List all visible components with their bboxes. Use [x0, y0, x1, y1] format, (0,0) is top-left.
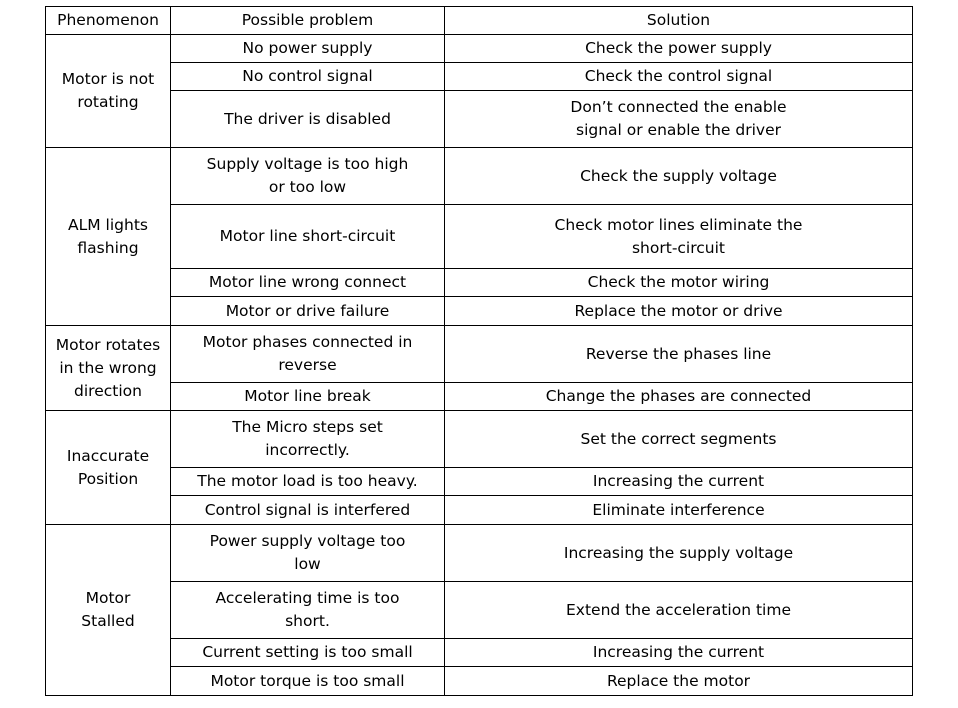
phenomenon-cell-inaccurate-position — [46, 411, 171, 525]
problem-cell — [171, 468, 445, 496]
solution-line: Don’t connected the enable — [570, 98, 787, 116]
problem-line: short. — [285, 612, 330, 630]
phenomenon-cell-motor-stalled — [46, 525, 171, 696]
phenomenon-line: ALM lights — [68, 215, 148, 234]
solution-line: Replace the motor — [606, 671, 751, 690]
solution-cell — [445, 91, 913, 148]
solution-line: Replace the motor or drive — [574, 301, 783, 320]
problem-line: The motor load is too heavy. — [197, 472, 418, 490]
problem-cell — [171, 35, 445, 63]
table-row — [46, 411, 913, 468]
table-row — [46, 383, 913, 411]
solution-line: Check the control signal — [584, 67, 773, 85]
solution-cell — [445, 205, 913, 269]
table-row — [46, 35, 913, 63]
problem-line: Motor line short-circuit — [219, 227, 396, 245]
solution-line: signal or enable the driver — [576, 121, 781, 139]
solution-line: Increasing the current — [592, 472, 765, 490]
troubleshooting-table-body — [46, 7, 913, 696]
solution-cell — [445, 383, 913, 411]
table-row — [46, 468, 913, 496]
solution-line: Check motor lines eliminate the — [554, 215, 803, 234]
problem-line: Current setting is too small — [202, 643, 413, 661]
solution-cell — [445, 468, 913, 496]
solution-cell — [445, 667, 913, 696]
problem-cell — [171, 205, 445, 269]
problem-line: Control signal is interfered — [204, 500, 411, 519]
phenomenon-line: Stalled — [81, 612, 135, 630]
solution-line: Increasing the current — [592, 643, 765, 661]
phenomenon-line: Inaccurate — [66, 446, 150, 465]
problem-cell — [171, 91, 445, 148]
header-possible-problem: Possible problem — [171, 7, 445, 35]
phenomenon-line: flashing — [77, 238, 139, 257]
problem-line: Accelerating time is too — [215, 589, 400, 607]
problem-line: low — [294, 555, 321, 573]
phenomenon-line: Motor is not — [61, 70, 155, 88]
table-row — [46, 496, 913, 525]
table-row — [46, 667, 913, 696]
solution-cell — [445, 411, 913, 468]
phenomenon-line: direction — [74, 381, 142, 400]
solution-line: Eliminate interference — [592, 500, 765, 519]
problem-line: or too low — [268, 178, 347, 196]
solution-cell — [445, 496, 913, 525]
problem-line: No power supply — [242, 39, 373, 57]
problem-line: Motor or drive failure — [225, 301, 390, 320]
phenomenon-line: Motor — [85, 589, 131, 607]
table-row — [46, 63, 913, 91]
problem-cell — [171, 269, 445, 297]
problem-cell — [171, 667, 445, 696]
header-row — [46, 7, 913, 35]
problem-line: The driver is disabled — [224, 109, 391, 128]
header-phenomenon: Phenomenon — [46, 7, 171, 35]
solution-cell — [445, 582, 913, 639]
problem-line: incorrectly. — [265, 441, 350, 459]
problem-line: No control signal — [242, 67, 373, 85]
solution-cell — [445, 269, 913, 297]
phenomenon-line: Position — [77, 469, 139, 488]
problem-cell — [171, 148, 445, 205]
solution-line: Reverse the phases line — [585, 344, 772, 363]
solution-cell — [445, 297, 913, 326]
phenomenon-cell-motor-is-not-rotating — [46, 35, 171, 148]
problem-cell — [171, 525, 445, 582]
solution-line: Check the motor wiring — [587, 273, 770, 291]
solution-line: short-circuit — [631, 238, 725, 257]
problem-line: The Micro steps set — [232, 418, 383, 436]
table-row — [46, 205, 913, 269]
problem-line: Motor line wrong connect — [208, 273, 407, 291]
solution-cell — [445, 525, 913, 582]
problem-line: Power supply voltage too — [209, 532, 406, 550]
solution-cell — [445, 639, 913, 667]
problem-cell — [171, 411, 445, 468]
header-solution: Solution — [445, 7, 913, 35]
troubleshooting-table — [45, 6, 913, 696]
problem-cell — [171, 297, 445, 326]
problem-cell — [171, 383, 445, 411]
solution-cell — [445, 63, 913, 91]
table-row — [46, 269, 913, 297]
table-row — [46, 148, 913, 205]
problem-cell — [171, 639, 445, 667]
phenomenon-line: Motor rotates — [55, 335, 161, 354]
problem-line: Motor line break — [244, 387, 371, 405]
problem-line: Supply voltage is too high — [206, 155, 409, 173]
solution-line: Change the phases are connected — [545, 387, 812, 405]
table-row — [46, 525, 913, 582]
table-row — [46, 326, 913, 383]
solution-line: Check the supply voltage — [580, 166, 777, 185]
problem-line: Motor torque is too small — [210, 671, 405, 690]
problem-cell — [171, 496, 445, 525]
solution-cell — [445, 326, 913, 383]
problem-line: reverse — [278, 356, 337, 374]
solution-cell — [445, 35, 913, 63]
problem-cell — [171, 326, 445, 383]
solution-line: Extend the acceleration time — [566, 600, 791, 619]
phenomenon-line: rotating — [77, 93, 139, 111]
problem-cell — [171, 582, 445, 639]
solution-line: Check the power supply — [585, 39, 772, 57]
table-row — [46, 91, 913, 148]
table-row — [46, 297, 913, 326]
solution-line: Increasing the supply voltage — [563, 543, 794, 562]
phenomenon-cell-alm-lights-flashing — [46, 148, 171, 326]
problem-line: Motor phases connected in — [202, 333, 413, 351]
phenomenon-cell-motor-rotates-in-the-wrong-direction — [46, 326, 171, 411]
solution-line: Set the correct segments — [580, 429, 777, 448]
solution-cell — [445, 148, 913, 205]
table-row — [46, 582, 913, 639]
problem-cell — [171, 63, 445, 91]
phenomenon-line: in the wrong — [59, 358, 157, 377]
table-row — [46, 639, 913, 667]
